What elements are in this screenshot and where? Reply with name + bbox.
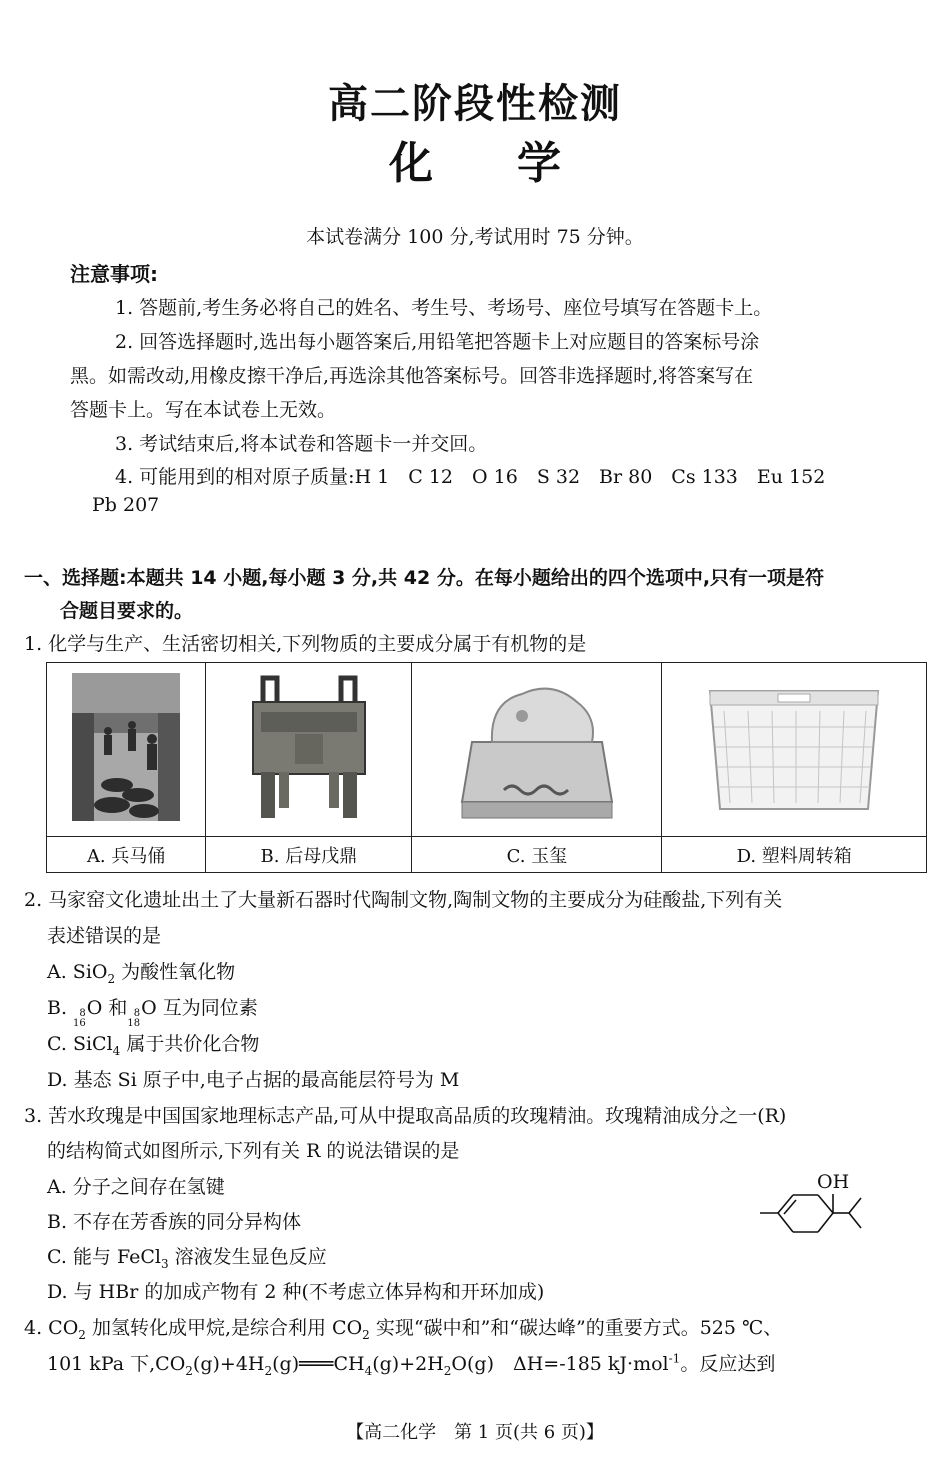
q1-image-cell-d	[662, 663, 927, 837]
bronze-ding-image	[239, 672, 379, 822]
note-item-2-line-3: 答题卡上。写在本试卷上无效。	[70, 399, 337, 421]
subject-char-1: 化	[389, 138, 433, 189]
note-item-2-line-2: 黑。如需改动,用橡皮擦干净后,再选涂其他答案标号。回答非选择题时,将答案写在	[70, 365, 754, 387]
notes-heading: 注意事项:	[70, 262, 158, 286]
q3-option-d: D. 与 HBr 的加成产物有 2 种(不考虑立体异构和开环加成)	[47, 1281, 545, 1303]
q3-stem-line-1: 3. 苦水玫瑰是中国国家地理标志产品,可从中提取高品质的玫瑰精油。玫瑰精油成分之一(R)	[24, 1105, 787, 1127]
q2-stem-line-2: 表述错误的是	[47, 925, 162, 947]
note-item-4-line-1: 4. 可能用到的相对原子质量:H 1 C 12 O 16 S 32 Br 80 Cs 133 Eu 152	[115, 466, 826, 488]
q3-option-b: B. 不存在芳香族的同分异构体	[47, 1211, 302, 1233]
subject-title	[0, 127, 950, 191]
note-item-2-line-1: 2. 回答选择题时,选出每小题答案后,用铅笔把答题卡上对应题目的答案标号涂	[115, 331, 760, 353]
section-heading-line-1: 一、选择题:本题共 14 小题,每小题 3 分,共 42 分。在每小题给出的四个选项中,只有一项是符	[24, 567, 825, 589]
q1-stem: 1. 化学与生产、生活密切相关,下列物质的主要成分属于有机物的是	[24, 633, 587, 655]
q2-option-d: D. 基态 Si 原子中,电子占据的最高能层符号为 M	[47, 1069, 460, 1091]
note-item-1: 1. 答题前,考生务必将自己的姓名、考生号、考场号、座位号填写在答题卡上。	[115, 297, 773, 319]
terracotta-warriors-image	[72, 673, 180, 821]
q1-image-cell-b	[206, 663, 412, 837]
q2-stem-line-1: 2. 马家窑文化遗址出土了大量新石器时代陶制文物,陶制文物的主要成分为硅酸盐,下列有关	[24, 889, 783, 911]
q3-stem-line-2: 的结构简式如图所示,下列有关 R 的说法错误的是	[47, 1140, 460, 1162]
q3-option-a: A. 分子之间存在氢键	[47, 1176, 225, 1198]
q3-option-c: C. 能与 FeCl$_3$ 溶液发生显色反应	[47, 1246, 327, 1271]
section-heading-line-2: 合题目要求的。	[60, 600, 194, 622]
plastic-crate-image	[704, 677, 884, 817]
q1-option-d: D. 塑料周转箱	[662, 837, 927, 873]
oh-label: OH	[817, 1171, 850, 1193]
q1-option-a: A. 兵马俑	[47, 837, 206, 873]
subject-char-2: 学	[517, 138, 561, 189]
exam-info: 本试卷满分 100 分,考试用时 75 分钟。	[306, 226, 644, 248]
q4-line-1: 4. $CO_2$ 加氢转化成甲烷,是综合利用 $CO_2$ 实现“碳中和”和“碳达峰”的重要方式。525 ℃、	[24, 1317, 783, 1342]
q1-image-cell-c	[412, 663, 662, 837]
q1-option-c: C. 玉玺	[412, 837, 662, 873]
q2-option-b: B. 8 16 O 和 8 18 O 互为同位素	[47, 997, 258, 1029]
q4-line-2: 101 kPa 下$,CO_2(g)+4H_2(g)═══CH_4(g)+2H_2O(g)$ ΔH=-185 kJ·mol$^{-1}$。反应达到	[47, 1351, 776, 1378]
q1-image-cell-a	[47, 663, 206, 837]
note-item-3: 3. 考试结束后,将本试卷和答题卡一并交回。	[115, 433, 488, 455]
q1-image-table	[46, 662, 927, 873]
jade-seal-image	[452, 672, 622, 822]
page-footer: 【高二化学 第 1 页(共 6 页)】	[346, 1422, 604, 1443]
q2-option-c: C. SiCl$_4$ 属于共价化合物	[47, 1033, 260, 1058]
q3-structure-formula	[757, 1166, 869, 1247]
note-item-4-line-2: Pb 207	[92, 494, 160, 516]
exam-title: 高二阶段性检测	[328, 81, 622, 127]
q2-option-a: A. SiO$_2$ 为酸性氧化物	[47, 961, 236, 986]
q1-option-b: B. 后母戊鼎	[206, 837, 412, 873]
